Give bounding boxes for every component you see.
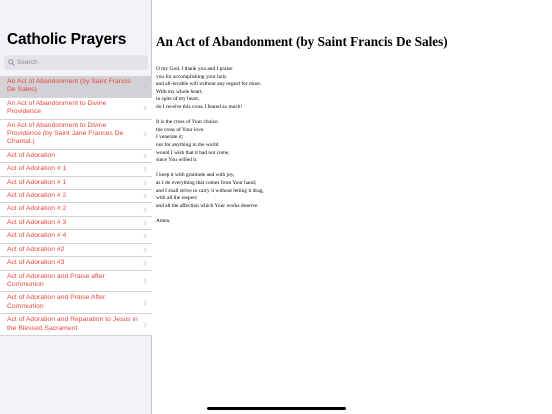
chevron-right-icon — [143, 322, 147, 328]
list-item-label: Act of Adoration # 1 — [7, 178, 67, 186]
prayer-line: since You willed it. — [156, 157, 198, 164]
prayer-line: Amen. — [156, 217, 171, 224]
prayer-line: and all-lovable will without any regard for mine. — [156, 81, 262, 88]
chevron-right-icon — [143, 105, 147, 111]
chevron-right-icon — [143, 300, 147, 306]
list-item[interactable] — [0, 314, 152, 336]
sidebar — [0, 0, 152, 414]
prayer-line: the cross of Your love. — [156, 126, 205, 133]
home-indicator[interactable] — [207, 407, 346, 410]
list-item[interactable] — [0, 217, 152, 230]
prayer-title: An Act of Abandonment (by Saint Francis De Sales) — [156, 34, 448, 49]
prayer-line: and I shall strive to carry it without letting it drag, — [156, 187, 264, 194]
prayer-line: nor for anything in the world — [156, 141, 219, 148]
prayer-line: O my God, I thank you and I praise — [156, 66, 233, 72]
stanza — [156, 172, 546, 210]
list-item-label: Act of Adoration and Praise After Communion — [7, 294, 106, 310]
chevron-right-icon — [143, 207, 147, 213]
detail-pane — [152, 0, 552, 414]
list-item-label: Act of Adoration # 2 — [7, 192, 67, 200]
list-item-label: Act of Adoration # 2 — [7, 205, 67, 213]
chevron-right-icon — [143, 193, 147, 199]
prayer-line: It is the cross of Your choice, — [156, 119, 219, 126]
search-bar[interactable] — [4, 55, 148, 70]
chevron-right-icon — [143, 83, 147, 89]
stanza — [156, 66, 546, 112]
search-input[interactable] — [17, 59, 137, 66]
list-item[interactable] — [0, 230, 152, 243]
stanza — [156, 218, 546, 226]
prayer-list — [0, 76, 152, 336]
list-item[interactable] — [0, 203, 152, 216]
prayer-text — [156, 66, 546, 233]
list-item-label: Act of Adoration and Praise after Communion — [7, 272, 105, 288]
chevron-right-icon — [143, 278, 147, 284]
prayer-line: as I do everything that comes from Your hand; — [156, 179, 257, 186]
chevron-right-icon — [143, 220, 147, 226]
list-item[interactable] — [0, 76, 152, 98]
chevron-right-icon — [143, 153, 147, 159]
list-item[interactable] — [0, 257, 152, 270]
prayer-line: in spite of my heart, — [156, 96, 200, 103]
list-item[interactable] — [0, 150, 152, 163]
chevron-right-icon — [143, 260, 147, 266]
list-item-label: An Act of Abandonment to Divine Providence (by Saint Jane Frances De Chantal.) — [7, 121, 124, 146]
search-icon — [8, 59, 15, 66]
prayer-line: I venerate it; — [156, 134, 184, 141]
chevron-right-icon — [143, 247, 147, 253]
list-item-label: Act of Adoration # 3 — [7, 218, 67, 226]
prayer-line: would I wish that it had not come, — [156, 149, 230, 156]
chevron-right-icon — [143, 180, 147, 186]
chevron-right-icon — [143, 233, 147, 239]
list-item-label: An Act of Abandonment to Divine Providence — [7, 99, 107, 116]
list-item-label: Act of Adoration and Reparation to Jesus in the Blessed Sacrament — [7, 316, 138, 332]
list-item[interactable] — [0, 177, 152, 190]
list-item[interactable] — [0, 244, 152, 257]
list-item-label: Act of Adoration # 4 — [7, 232, 67, 240]
prayer-line: With my whole heart, — [156, 88, 203, 95]
list-item-label: Act of Adoration #3 — [7, 259, 65, 267]
prayer-line: you for accomplishing your holy — [156, 73, 227, 80]
chevron-right-icon — [143, 131, 147, 137]
prayer-line: with all the respect — [156, 195, 197, 202]
list-item-label: Act of Adoration #2 — [7, 245, 65, 253]
list-item[interactable] — [0, 120, 152, 150]
sidebar-title: Catholic Prayers — [7, 31, 127, 48]
list-item[interactable] — [0, 292, 152, 314]
list-item-label: Act of Adoration — [7, 151, 55, 159]
list-item[interactable] — [0, 271, 152, 293]
prayer-line: I keep it with gratitude and with joy, — [156, 172, 235, 179]
chevron-right-icon — [143, 166, 147, 172]
list-item[interactable] — [0, 163, 152, 176]
prayer-line: do I receive this cross I feared so much! — [156, 103, 243, 110]
list-item[interactable] — [0, 190, 152, 203]
list-item[interactable] — [0, 98, 152, 120]
list-item-label: Act of Adoration # 1 — [7, 165, 67, 173]
list-item-label: An Act of Abandonment (by Saint Francis De Sales) — [7, 78, 131, 94]
prayer-line: and all the affection which Your works deserve. — [156, 202, 259, 209]
stanza — [156, 119, 546, 165]
